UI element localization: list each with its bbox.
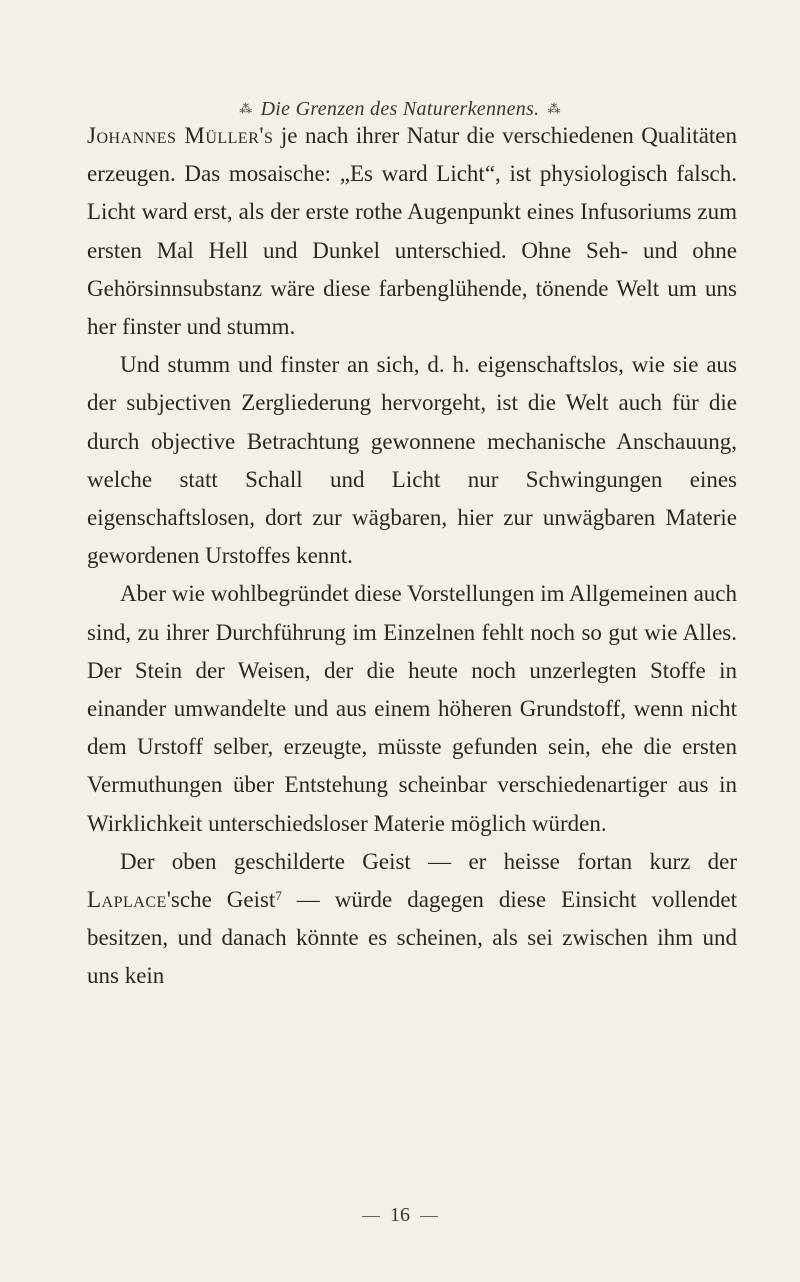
author-name-laplace: Laplace (87, 887, 167, 913)
paragraph-4-suffix: 'sche Geist (166, 887, 276, 913)
footnote-marker: 7 (275, 888, 282, 904)
paragraph-1-text: je nach ihrer Natur die verschiedenen Qualitäten erzeugen. Das mosaische: „Es ward Licht“, ist physiologisch falsch. Licht ward erst, als der erste rothe Augenpunkt eines Infusoriums zum ersten Mal Hell und Dunkel unterschied. Ohne Seh- und ohne Gehörsinnsubstanz wäre diese farbenglühende, tönende Welt um uns her finster und stumm. (87, 123, 737, 340)
ornament-left-icon: ⁂ (239, 101, 253, 116)
paragraph-4 (87, 843, 737, 996)
body-text (87, 117, 737, 996)
paragraph-4-lead: Der oben geschilderte Geist — er heisse fortan kurz der (120, 848, 737, 874)
folio-dash-right (420, 1216, 438, 1217)
paragraph-2: Und stumm und finster an sich, d. h. eigenschaftslos, wie sie aus der subjectiven Zergliederung hervorgeht, ist die Welt auch für die durch objective Betrachtung gewonnene mechanische Anschauung, welche statt Schall und Licht nur Schwingungen eines eigenschaftslosen, dort zur wägbaren, hier zur unwägbaren Materie gewordenen Urstoffes kennt. (87, 352, 737, 569)
running-head-title: Die Grenzen des Naturerkennens. (260, 98, 540, 120)
page-folio (0, 1204, 800, 1227)
author-name-mueller: Johannes Müller's (87, 123, 274, 148)
page-number: 16 (390, 1204, 410, 1226)
folio-dash-left (362, 1216, 380, 1217)
ornament-right-icon: ⁂ (547, 101, 561, 116)
paragraph-3: Aber wie wohlbegründet diese Vorstellungen im Allgemeinen auch sind, zu ihrer Durchführung im Einzelnen fehlt noch so gut wie Alles. Der Stein der Weisen, der die heute noch unzerlegten Stoffe in einander umwandelte und aus einem höheren Grundstoff, wenn nicht dem Urstoff selber, erzeugte, müsste gefunden sein, ehe die ersten Vermuthungen über Entstehung scheinbar verschiedenartiger aus in Wirklichkeit unterschiedsloser Materie möglich würden. (87, 581, 737, 836)
paragraph-1 (87, 117, 737, 346)
paragraph-4-rest: — würde dagegen diese Einsicht vollendet besitzen, und danach könnte es scheinen, als sei zwischen ihm und uns kein (87, 887, 738, 989)
